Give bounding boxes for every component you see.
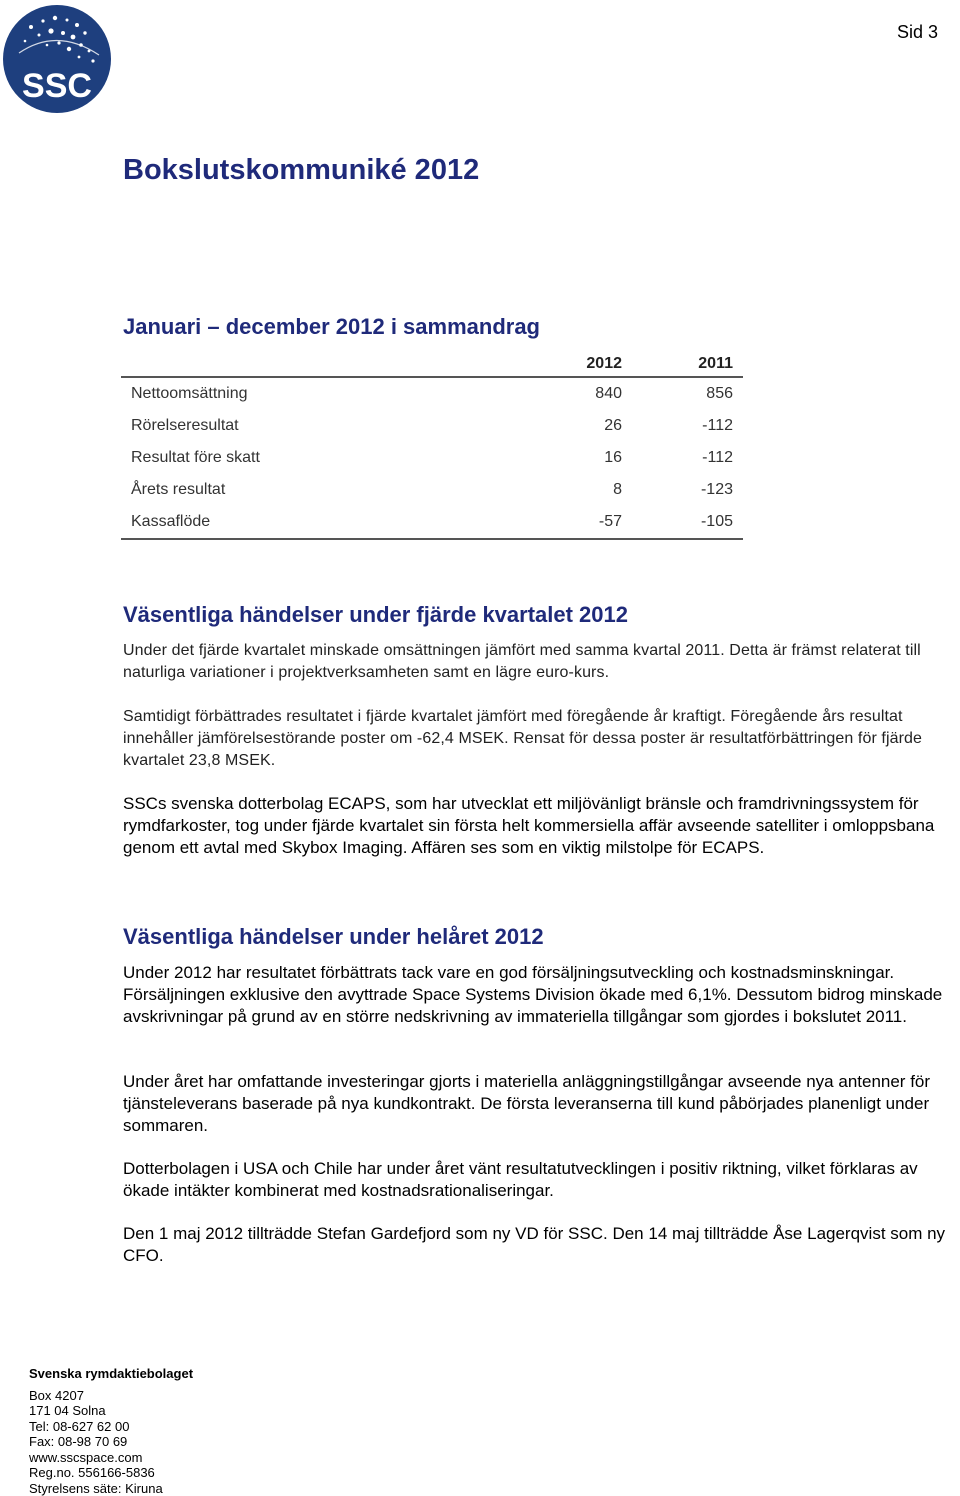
row-label: Årets resultat [131, 481, 226, 498]
table-row [121, 410, 743, 442]
value-2011: -112 [702, 417, 733, 434]
table-row [121, 506, 743, 539]
q4-heading: Väsentliga händelser under fjärde kvartalet 2012 [123, 602, 629, 627]
table-row [121, 377, 743, 410]
footer-line: Reg.no. 556166-5836 [29, 1465, 155, 1480]
summary-table [121, 352, 743, 540]
page-number: Sid 3 [896, 22, 938, 42]
ssc-logo [3, 5, 111, 113]
q4-paragraph-2: Samtidigt förbättrades resultatet i fjärde kvartalet jämfört med föregående år kraftigt. Föregående års resultat innehåller jämförelsestörande poster om -62,4 MSEK. Rensat för dessa poster är resultatförbättringen för fjärde kvartalet 23,8 MSEK. [123, 708, 923, 769]
value-2012: 8 [613, 481, 622, 498]
value-2012: 16 [604, 449, 622, 466]
value-2012: 26 [604, 417, 622, 434]
value-2011: -105 [632, 506, 743, 539]
value-2011: -123 [700, 481, 733, 498]
q4-paragraph-3: SSCs svenska dotterbolag ECAPS, som har utvecklat ett miljövänligt bränsle och framdrivningssystem för rymdfarkoster, tog under fjärde kvartalet sin första helt kommersiella affär avseende satelliter i omloppsbana genom ett avtal med Skybox Imaging. Affären ses som en viktig milstolpe för ECAPS. [123, 794, 935, 857]
table-row [121, 442, 743, 474]
footer-line: Tel: 08-627 62 00 [29, 1418, 130, 1434]
table-row [121, 474, 743, 506]
ssc-logo-emblem [3, 5, 111, 113]
value-2012: 840 [595, 385, 622, 402]
value-2011: 856 [706, 385, 733, 402]
table-header-row [121, 352, 743, 377]
row-label: Resultat före skatt [131, 449, 260, 466]
footer-company: Svenska rymdaktiebolaget [29, 1366, 194, 1381]
footer-line: Fax: 08-98 70 69 [29, 1434, 128, 1449]
footer-address [29, 1366, 193, 1496]
value-2012: -57 [521, 506, 632, 539]
year-paragraph-4: Den 1 maj 2012 tillträdde Stefan Gardefjord som ny VD för SSC. Den 14 maj tillträdde Åse Lagerqvist som ny CFO. [123, 1224, 946, 1265]
footer-line: 171 04 Solna [29, 1403, 106, 1418]
header-empty [121, 352, 521, 377]
row-label: Kassaflöde [121, 506, 521, 539]
logo-text: SSC [22, 67, 92, 105]
summary-heading: Januari – december 2012 i sammandrag [123, 314, 540, 339]
q4-paragraph-1: Under det fjärde kvartalet minskade omsättningen jämfört med samma kvartal 2011. Detta är främst relaterat till naturliga variationer i projektverksamheten samt en lägre euro-kurs. [123, 642, 921, 681]
column-header-2012: 2012 [521, 352, 632, 377]
year-heading: Väsentliga händelser under helåret 2012 [123, 924, 544, 949]
row-label: Nettoomsättning [131, 385, 248, 402]
footer-line: Box 4207 [29, 1387, 84, 1403]
value-2011: -112 [702, 449, 733, 466]
footer-line: Styrelsens säte: Kiruna [29, 1480, 163, 1496]
year-paragraph-1: Under 2012 har resultatet förbättrats tack vare en god försäljningsutveckling och kostnadsminskningar. Försäljningen exklusive den avyttrade Space Systems Division ökade med 6,1%. Dessutom bidrog minskade avskrivningar på grund av en större nedskrivning av immateriella tillgångar som gjordes i bokslutet 2011. [123, 963, 943, 1026]
document-title: Bokslutskommuniké 2012 [123, 154, 480, 186]
column-header-2011: 2011 [632, 352, 743, 377]
row-label: Rörelseresultat [131, 417, 239, 434]
footer-website-link[interactable]: www.sscspace.com [29, 1449, 143, 1465]
year-paragraph-2: Under året har omfattande investeringar gjorts i materiella anläggningstillgångar avseende nya antenner för tjänsteleverans baserade på nya kundkontrakt. De första leveranserna till kund påbörjades planenligt under sommaren. [123, 1072, 931, 1135]
year-paragraph-3: Dotterbolagen i USA och Chile har under året vänt resultatutvecklingen i positiv riktning, vilket förklaras av ökade intäkter kombinerat med kostnadsrationaliseringar. [123, 1159, 918, 1200]
